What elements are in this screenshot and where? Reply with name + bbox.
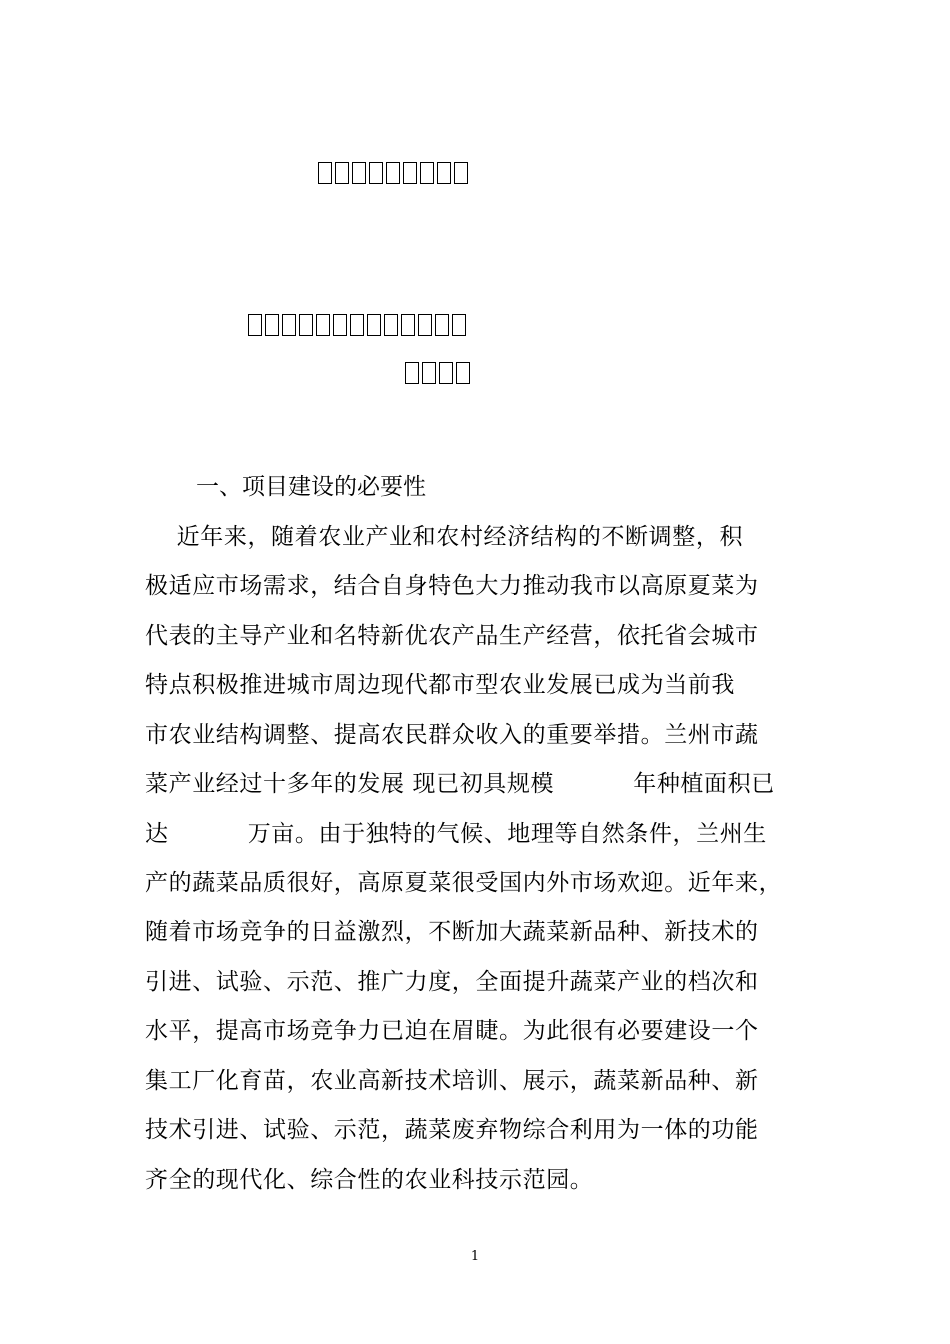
document-subtitle-line-1 [248,314,466,336]
missing-glyph-box [437,162,451,184]
paragraph-line: 菜产业经过十多年的发展 现已初具规模 年种植面积已 [145,771,775,797]
paragraph-line: 特点积极推进城市周边现代都市型农业发展已成为当前我 [145,672,735,698]
paragraph-line: 产的蔬菜品质很好，高原夏菜很受国内外市场欢迎。近年来， [145,870,783,896]
missing-glyph-box [435,314,449,336]
missing-glyph-box [403,162,417,184]
paragraph-line: 达 万亩。由于独特的气候、地理等自然条件，兰州生 [145,821,767,847]
missing-glyph-box [456,362,470,384]
paragraph-line: 水平，提高市场竞争力已迫在眉睫。为此很有必要建设一个 [145,1018,759,1044]
missing-glyph-box [418,314,432,336]
paragraph-line: 随着市场竞争的日益激烈，不断加大蔬菜新品种、新技术的 [145,919,759,945]
missing-glyph-box [265,314,279,336]
document-title [318,162,468,184]
paragraph-line: 市农业结构调整、提高农民群众收入的重要举措。兰州市蔬 [145,722,759,748]
missing-glyph-box [439,362,453,384]
paragraph-line: 集工厂化育苗，农业高新技术培训、展示，蔬菜新品种、新 [145,1068,759,1094]
document-subtitle-line-2 [405,362,470,384]
missing-glyph-box [335,162,349,184]
missing-glyph-box [333,314,347,336]
missing-glyph-box [299,314,313,336]
missing-glyph-box [420,162,434,184]
paragraph-line: 代表的主导产业和名特新优农产品生产经营，依托省会城市 [145,623,759,649]
missing-glyph-box [367,314,381,336]
missing-glyph-box [352,162,366,184]
missing-glyph-box [401,314,415,336]
missing-glyph-box [454,162,468,184]
missing-glyph-box [386,162,400,184]
missing-glyph-box [350,314,364,336]
paragraph-line: 引进、试验、示范、推广力度，全面提升蔬菜产业的档次和 [145,969,759,995]
missing-glyph-box [316,314,330,336]
paragraph-line: 极适应市场需求，结合自身特色大力推动我市以高原夏菜为 [145,573,759,599]
missing-glyph-box [422,362,436,384]
missing-glyph-box [405,362,419,384]
section-heading: 一、项目建设的必要性 [196,474,426,500]
missing-glyph-box [248,314,262,336]
missing-glyph-box [282,314,296,336]
missing-glyph-box [318,162,332,184]
paragraph-line: 齐全的现代化、综合性的农业科技示范园。 [145,1167,594,1193]
missing-glyph-box [369,162,383,184]
missing-glyph-box [452,314,466,336]
missing-glyph-box [384,314,398,336]
paragraph-line: 近年来，随着农业产业和农村经济结构的不断调整，积 [145,524,744,550]
paragraph-line: 技术引进、试验、示范，蔬菜废弃物综合利用为一体的功能 [145,1117,759,1143]
page-number: 1 [470,1249,480,1264]
